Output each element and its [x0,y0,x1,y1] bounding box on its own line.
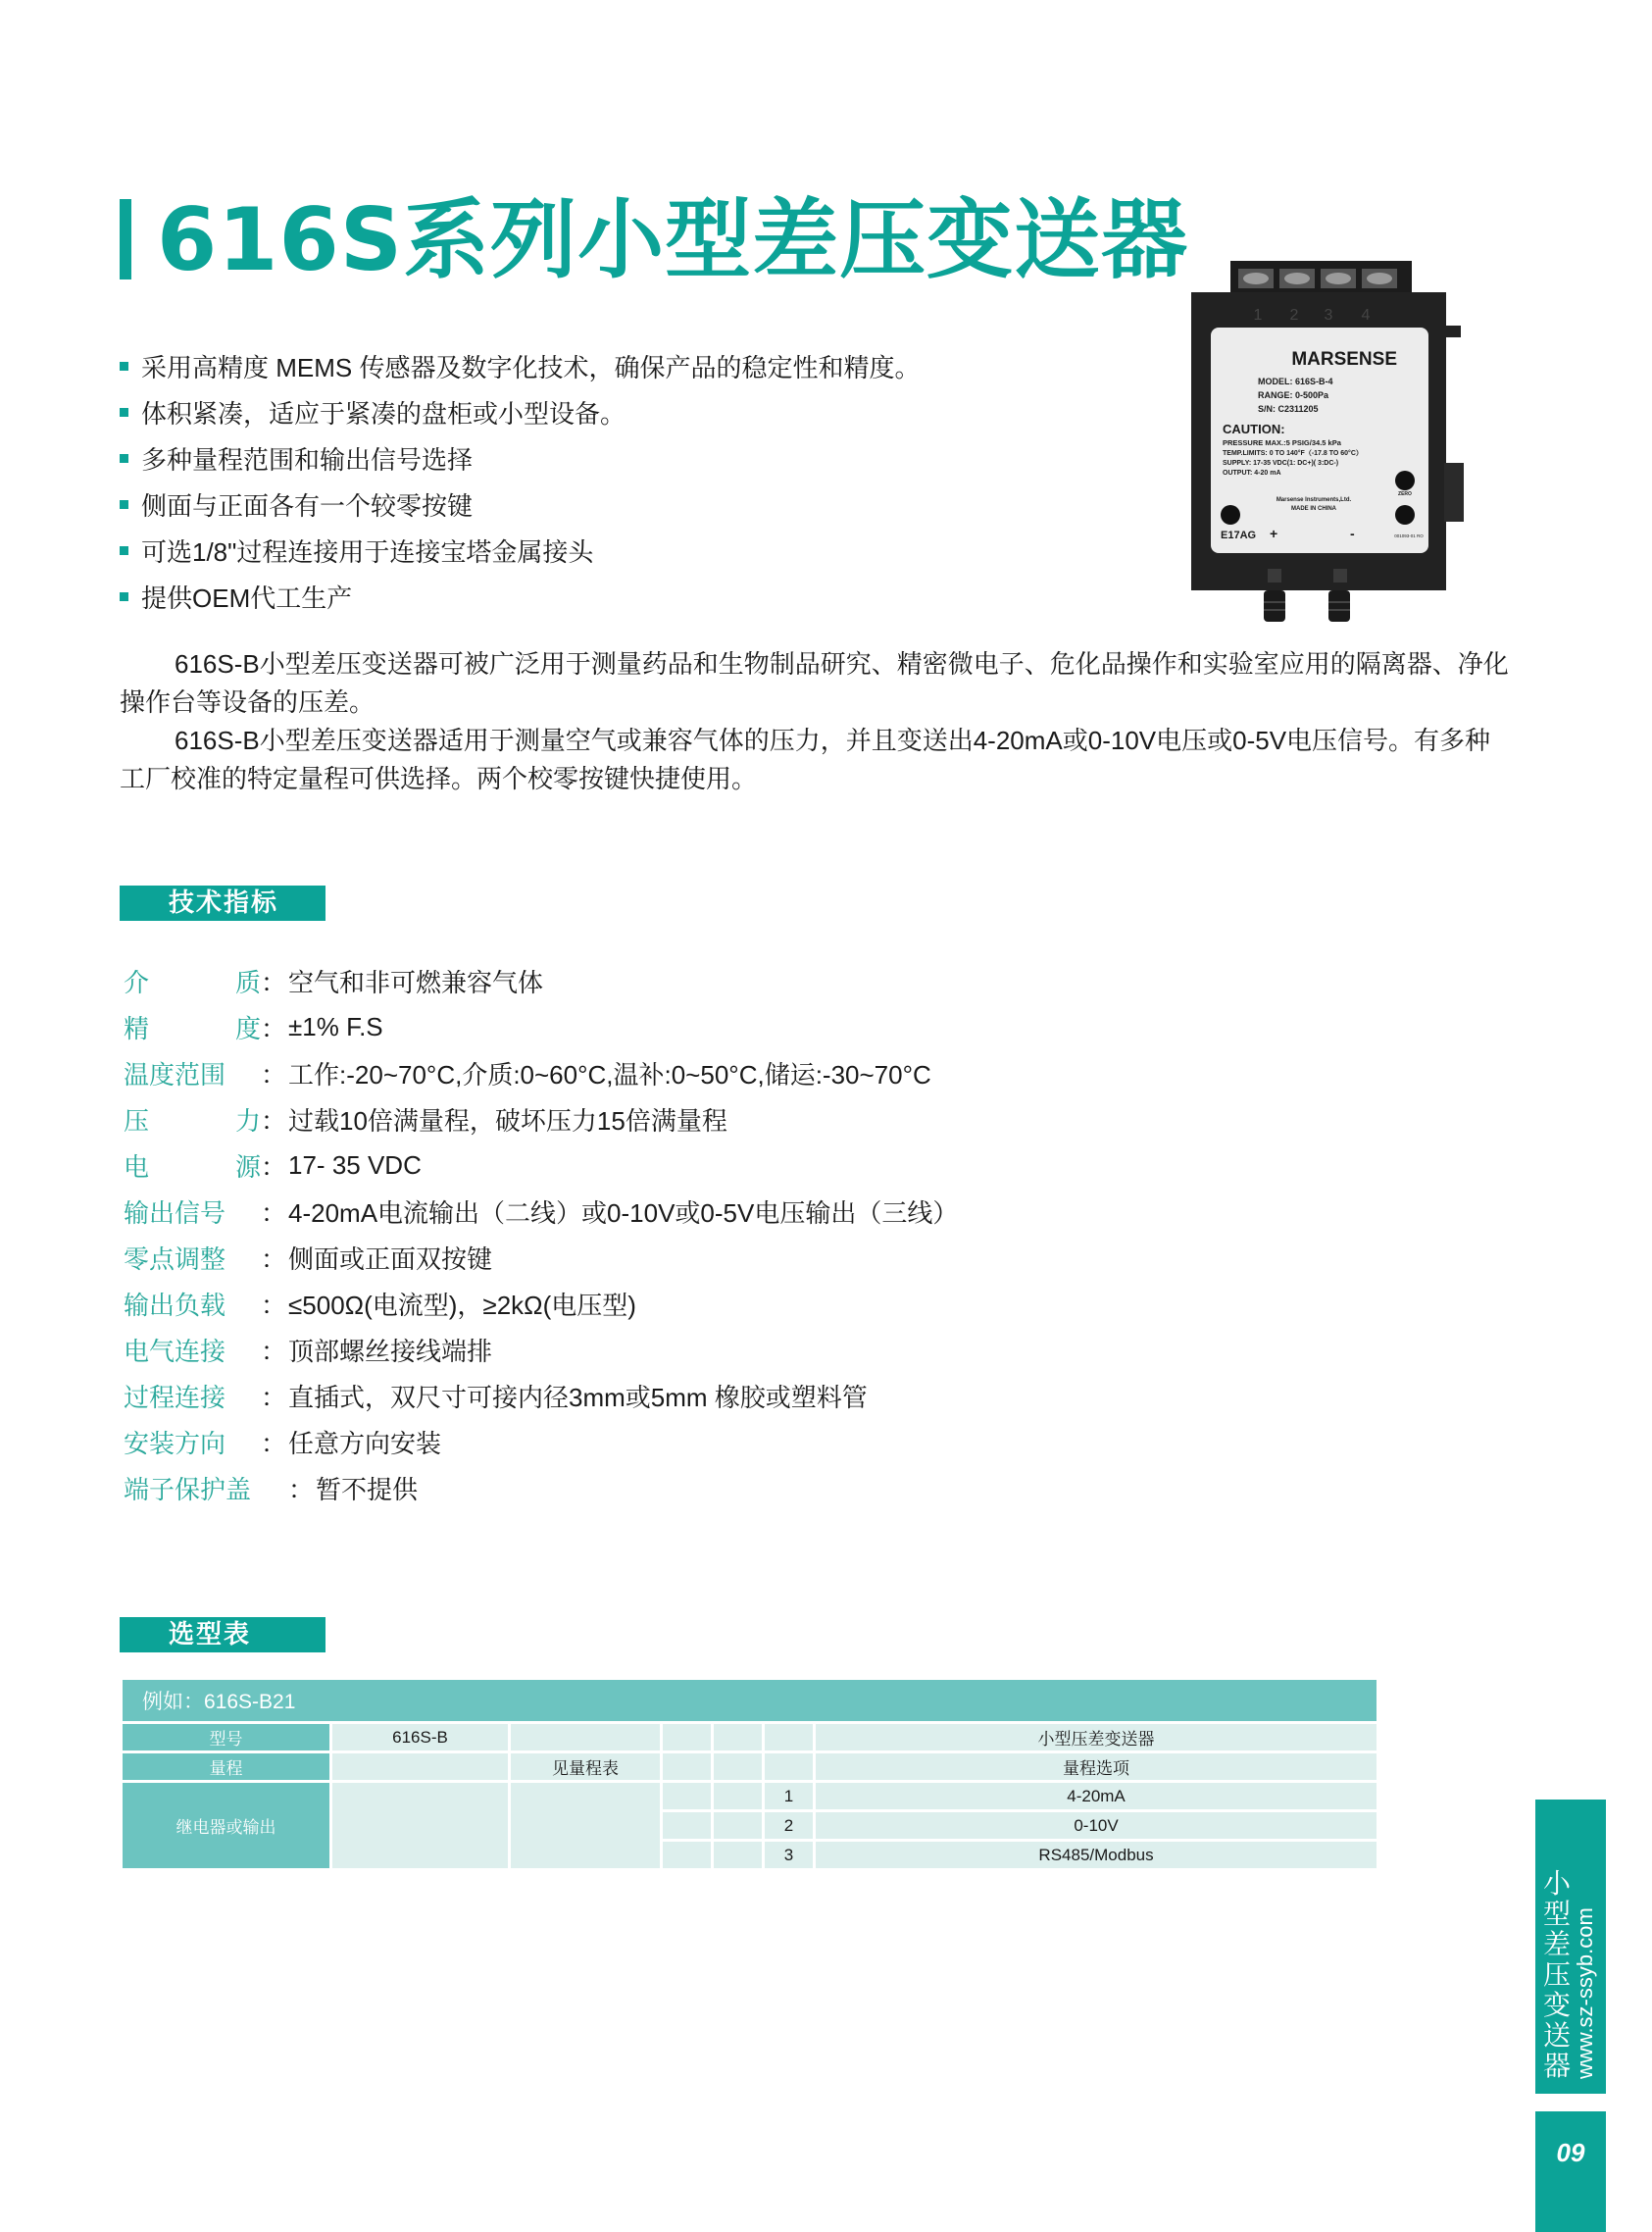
spec-list [124,958,958,1511]
svg-text:MARSENSE: MARSENSE [1291,349,1397,370]
description-paragraph: 616S-B小型差压变送器适用于测量空气或兼容气体的压力，并且变送出4-20mA或0-10V电压或0-5V电压信号。有多种工厂校准的特定量程可供选择。两个校零按键快捷使用。 [120,726,1491,793]
spec-row-terminal-cover: 端子保护盖 ： 暂不提供 [124,1465,958,1511]
feature-item: 侧面与正面各有一个较零按键 [120,482,920,528]
option-code: 3 [764,1841,815,1870]
side-category-label: 小 型 差 压 变 送 器 [1542,1868,1571,2081]
svg-text:RANGE: 0-500Pa: RANGE: 0-500Pa [1258,390,1329,400]
title-accent-bar [120,199,131,279]
spec-value: ±1% F.S [288,1012,383,1041]
svg-text:SUPPLY: 17-35 VDC(1: DC+)( 3:D: SUPPLY: 17-35 VDC(1: DC+)( 3:DC-) [1223,460,1339,467]
spec-value: 任意方向安装 [288,1429,442,1458]
table-cell [713,1841,764,1870]
svg-text:TEMP.LIMITS: 0 TO 140°F（-17.8: TEMP.LIMITS: 0 TO 140°F（-17.8 TO 60°C） [1223,450,1363,457]
table-cell [510,1723,662,1752]
table-cell [713,1723,764,1752]
svg-text:PRESSURE MAX.:5 PSIG/34.5 kPa: PRESSURE MAX.:5 PSIG/34.5 kPa [1223,438,1341,447]
spec-label: 电气连接 [124,1337,226,1366]
svg-text:ZERO: ZERO [1398,491,1412,497]
option-code: 1 [764,1782,815,1811]
feature-item: 可选1/8"过程连接用于连接宝塔金属接头 [120,528,920,574]
option-description: RS485/Modbus [815,1841,1378,1870]
spec-row-accuracy: 精 度 ： ±1% F.S [124,1004,958,1050]
feature-item: 提供OEM代工生产 [120,574,920,620]
section-heading-selection: 选型表 [120,1617,325,1652]
row-label: 型号 [122,1723,331,1752]
feature-list [120,343,920,620]
svg-text:-: - [1350,526,1355,541]
table-cell [662,1782,713,1811]
feature-item: 采用高精度 MEMS 传感器及数字化技术，确保产品的稳定性和精度。 [120,343,920,389]
spec-value: ≤500Ω(电流型)，≥2kΩ(电压型) [288,1291,636,1320]
svg-text:S/N: C2311205: S/N: C2311205 [1258,404,1319,414]
table-cell [662,1841,713,1870]
table-row [122,1752,1378,1782]
spec-value: 顶部螺丝接线端排 [288,1337,493,1366]
bullet-icon [120,592,128,601]
spec-label: 精 度 [124,1014,261,1043]
spec-value: 4-20mA电流输出（二线）或0-10V或0-5V电压输出（三线） [288,1198,959,1228]
bullet-icon [120,546,128,555]
table-cell [662,1752,713,1782]
product-image [1181,257,1471,625]
table-example-row [122,1679,1378,1723]
spec-row-medium: 介 质 ： 空气和非可燃兼容气体 [124,958,958,1004]
bullet-icon [120,362,128,371]
spec-value: 暂不提供 [316,1475,419,1504]
spec-value: 过载10倍满量程，破坏压力15倍满量程 [288,1106,727,1136]
spec-label: 输出负载 [124,1291,226,1320]
description-paragraph: 616S-B小型差压变送器可被广泛用于测量药品和生物制品研究、精密微电子、危化品操作和实验室应用的隔离器、净化操作台等设备的压差。 [120,649,1509,717]
svg-text:2: 2 [1289,307,1299,324]
option-code: 2 [764,1811,815,1841]
page-number-tab [1535,2111,1606,2232]
feature-item: 体积紧凑，适应于紧凑的盘柜或小型设备。 [120,389,920,435]
table-cell [713,1752,764,1782]
table-cell [713,1782,764,1811]
spec-row-output-load: 输出负载 ： ≤500Ω(电流型)，≥2kΩ(电压型) [124,1281,958,1327]
table-row [122,1723,1378,1752]
bullet-icon [120,454,128,463]
spec-label: 温度范围 [124,1060,226,1090]
row-description: 量程选项 [815,1752,1378,1782]
spec-label: 端子保护盖 [124,1475,252,1504]
row-description: 小型压差变送器 [815,1723,1378,1752]
website-url: www.sz-ssyb.com [1573,1907,1597,2079]
spec-row-pressure: 压 力 ： 过载10倍满量程，破坏压力15倍满量程 [124,1096,958,1142]
spec-label: 安装方向 [124,1429,226,1458]
spec-label: 输出信号 [124,1198,226,1228]
svg-text:MODEL: 616S-B-4: MODEL: 616S-B-4 [1258,377,1333,386]
spec-row-output-signal: 输出信号 ： 4-20mA电流输出（二线）或0-10V或0-5V电压输出（三线） [124,1189,958,1235]
product-description [120,645,1512,798]
spec-value: 17- 35 VDC [288,1150,422,1180]
table-cell [331,1782,510,1870]
table-cell: 616S-B [331,1723,510,1752]
spec-row-temperature: 温度范围 ： 工作:-20~70°C,介质:0~60°C,温补:0~50°C,储运:-30~70°C [124,1050,958,1096]
svg-text:3: 3 [1324,307,1333,324]
svg-text:OUTPUT: 4-20 mA: OUTPUT: 4-20 mA [1223,470,1281,477]
bullet-icon [120,408,128,417]
spec-value: 工作:-20~70°C,介质:0~60°C,温补:0~50°C,储运:-30~70°C [288,1060,931,1090]
spec-row-electrical-connection: 电气连接 ： 顶部螺丝接线端排 [124,1327,958,1373]
option-description: 4-20mA [815,1782,1378,1811]
row-label: 继电器或输出 [122,1782,331,1870]
spec-label: 过程连接 [124,1383,226,1412]
example-code: 例如：616S-B21 [122,1679,1378,1723]
svg-text:+: + [1270,526,1278,541]
table-cell [510,1782,662,1870]
selection-table [120,1677,1379,1871]
page-title: 616S系列小型差压变送器 [157,189,1189,290]
svg-text:4: 4 [1361,307,1371,324]
spec-row-mounting: 安装方向 ： 任意方向安装 [124,1419,958,1465]
table-row [122,1782,1378,1811]
svg-text:MADE IN CHINA: MADE IN CHINA [1291,506,1336,512]
table-cell [764,1752,815,1782]
spec-label: 压 力 [124,1106,261,1136]
spec-label: 介 质 [124,968,261,997]
spec-label: 零点调整 [124,1244,226,1274]
spec-row-power: 电 源 ： 17- 35 VDC [124,1142,958,1189]
option-description: 0-10V [815,1811,1378,1841]
section-heading-specs: 技术指标 [120,886,325,921]
page-number: 09 [1556,2138,1585,2167]
table-cell [713,1811,764,1841]
spec-row-process-connection: 过程连接 ： 直插式，双尺寸可接内径3mm或5mm 橡胶或塑料管 [124,1373,958,1419]
svg-text:E17AG: E17AG [1221,530,1257,541]
table-cell [662,1811,713,1841]
bullet-icon [120,500,128,509]
spec-row-zero-adjust: 零点调整 ： 侧面或正面双按键 [124,1235,958,1281]
row-label: 量程 [122,1752,331,1782]
spec-value: 侧面或正面双按键 [288,1244,493,1274]
table-cell [331,1752,510,1782]
svg-text:1: 1 [1253,307,1263,324]
svg-text:CAUTION:: CAUTION: [1223,422,1285,436]
svg-text:Marsense Instruments,Ltd.: Marsense Instruments,Ltd. [1276,497,1352,503]
svg-text:001093-01 RO: 001093-01 RO [1394,533,1424,538]
feature-item: 多种量程范围和输出信号选择 [120,435,920,482]
spec-label: 电 源 [124,1152,261,1182]
table-cell [662,1723,713,1752]
table-cell [764,1723,815,1752]
spec-value: 空气和非可燃兼容气体 [288,968,544,997]
spec-value: 直插式，双尺寸可接内径3mm或5mm 橡胶或塑料管 [288,1383,868,1412]
table-cell: 见量程表 [510,1752,662,1782]
